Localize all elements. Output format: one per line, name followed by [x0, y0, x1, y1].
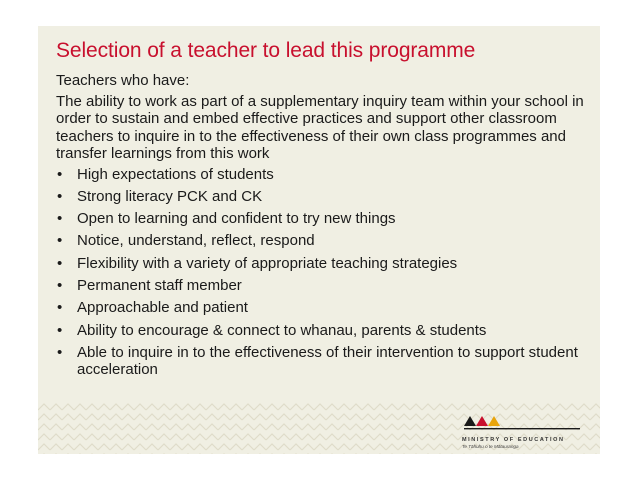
ability-paragraph: The ability to work as part of a supplementary inquiry team within your school in order to sustain and embed effective practices and support other classroom teachers to inquire in to the effectiveness of their own class programmes and transfer learnings from this work	[56, 92, 584, 162]
list-item	[56, 188, 592, 206]
logo-name: MINISTRY OF EDUCATION	[462, 437, 565, 443]
bullet-icon: •	[57, 165, 63, 183]
list-item	[56, 232, 592, 250]
list-item-text: Open to learning and confident to try new things	[77, 210, 396, 228]
bullet-icon: •	[57, 299, 63, 317]
list-item-text: Permanent staff member	[77, 276, 242, 294]
list-item-text: Able to inquire in to the effectiveness of their intervention to support student acceleration	[77, 343, 578, 379]
list-item-text: Strong literacy PCK and CK	[77, 187, 263, 205]
list-item	[56, 344, 592, 379]
bullet-icon: •	[57, 254, 63, 272]
list-item-text: Approachable and patient	[77, 299, 248, 317]
list-item	[56, 166, 592, 184]
list-item-text: Notice, understand, reflect, respond	[77, 232, 315, 250]
list-item	[56, 299, 592, 317]
slide	[38, 26, 600, 454]
intro-text: Teachers who have:	[56, 72, 190, 89]
list-item	[56, 255, 592, 273]
list-item-text: High expectations of students	[77, 165, 274, 183]
bullet-icon: •	[57, 210, 63, 228]
bullet-icon: •	[57, 343, 63, 361]
list-item-text: Flexibility with a variety of appropriate teaching strategies	[77, 254, 458, 272]
bullet-icon: •	[57, 276, 63, 294]
bullet-icon: •	[57, 321, 63, 339]
list-item	[56, 322, 592, 340]
criteria-list	[56, 166, 592, 379]
list-item	[56, 210, 592, 228]
bullet-icon: •	[57, 232, 63, 250]
slide-body	[56, 72, 592, 384]
list-item-text: Ability to encourage & connect to whanau, parents & students	[77, 321, 487, 339]
list-item	[56, 277, 592, 295]
bullet-icon: •	[57, 187, 63, 205]
slide-title: Selection of a teacher to lead this programme	[56, 39, 476, 62]
logo-subtitle: Te Tāhuhu o te Mātauranga	[462, 444, 519, 449]
